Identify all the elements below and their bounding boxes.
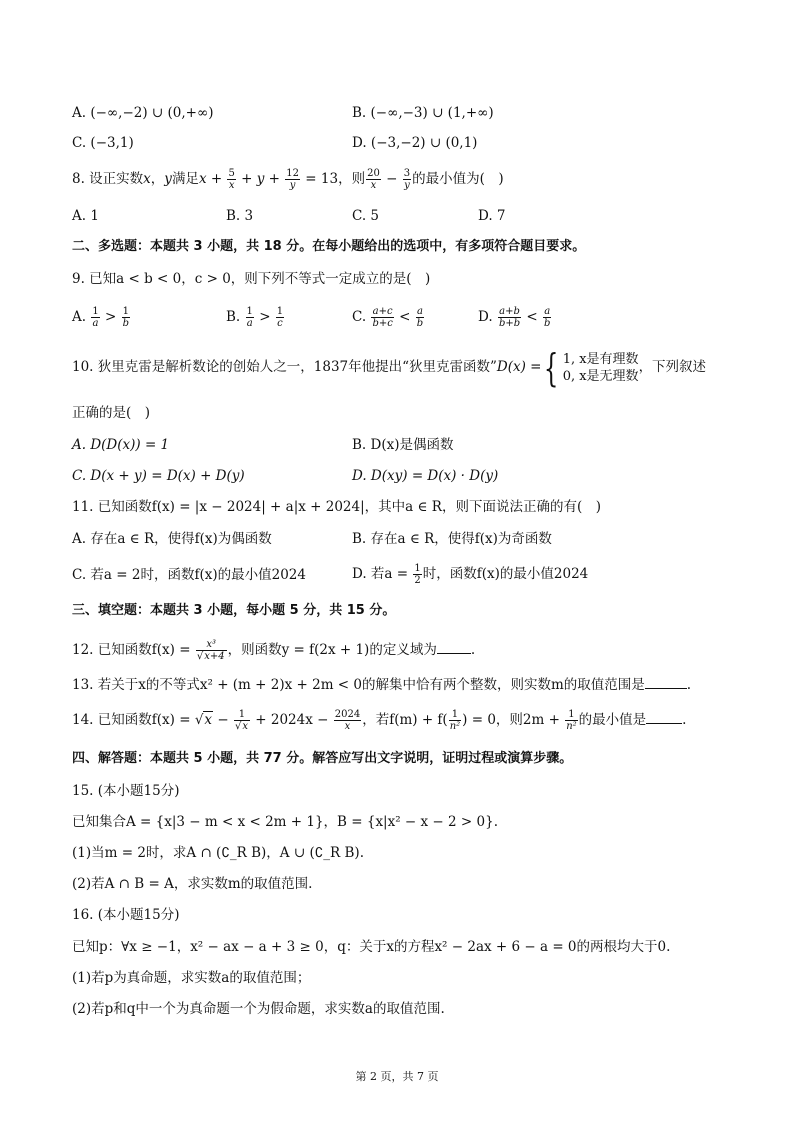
- q10-option-d: D. D(xy) = D(x) · D(y): [352, 468, 499, 484]
- q9-option-d: D. $\frac{a+b}{b+b}$ < $\frac{a}{b}$: [478, 306, 551, 329]
- q9-stem: 9. 已知a < b < 0，c > 0，则下列不等式一定成立的是( ): [72, 271, 431, 287]
- q13-stem: 13. 若关于x的不等式x² + (m + 2)x + 2m < 0的解集中恰有两个整数，则实数m的取值范围是 .: [72, 677, 692, 693]
- q16-line-2: (1)若p为真命题，求实数a的取值范围；: [72, 970, 311, 986]
- q11-stem: 11. 已知函数f(x) = |x − 2024| + a|x + 2024|，其中a ∈ R，则下面说法正确的有( ): [72, 499, 601, 515]
- answer-blank: [437, 641, 471, 654]
- q16-heading: 16. (本小题15分): [72, 907, 180, 923]
- q7-option-a: A. (−∞,−2) ∪ (0,+∞): [72, 105, 214, 121]
- q11-option-b: B. 存在a ∈ R，使得f(x)为奇函数: [352, 531, 552, 547]
- q8-option-c: C. 5: [352, 208, 380, 224]
- q8-option-b: B. 3: [226, 208, 254, 224]
- q15-line-1: 已知集合A = {x|3 − m < x < 2m + 1}，B = {x|x² − x − 2 > 0}.: [72, 814, 498, 830]
- fraction: $\frac{20}{x}$: [367, 168, 380, 191]
- fraction: $\frac{5}{x}$: [228, 168, 235, 191]
- left-brace: {: [543, 345, 558, 390]
- q15-line-3: (2)若A ∩ B = A，求实数m的取值范围.: [72, 876, 313, 892]
- fraction: $\frac{3}{y}$: [403, 168, 411, 191]
- fraction: $\frac{1}{\text{n²}}$: [449, 709, 461, 732]
- fraction: $\frac{1}{\text{n²}}$: [566, 709, 577, 732]
- fraction: $\frac{2024}{x}$: [334, 709, 361, 732]
- q8-stem: 8. 设正实数x，y满足x + $\frac{5}{x}$ + y + $\frac{12}{y}$ = 13，则 $\frac{20}{x}$ − $\frac{3}{y}$ 的最小值为( ): [72, 168, 504, 191]
- q7-option-b: B. (−∞,−3) ∪ (1,+∞): [352, 105, 494, 121]
- q11-option-c: C. 若a = 2时，函数f(x)的最小值2024: [72, 567, 306, 583]
- q9-option-a: A. $\frac{1}{a}$ > $\frac{1}{b}$: [72, 306, 130, 329]
- q16-line-1: 已知p：∀x ≥ −1，x² − ax − a + 3 ≥ 0，q：关于x的方程x² − 2ax + 6 − a = 0的两根均大于0.: [72, 939, 671, 955]
- section-heading-multi-choice: 二、多选题：本题共 3 小题，共 18 分。在每小题给出的选项中，有多项符合题目要求。: [72, 239, 586, 254]
- q16-line-3: (2)若p和q中一个为真命题一个为假命题，求实数a的取值范围.: [72, 1001, 445, 1017]
- q10-stem: 10. 狄里克雷是解析数论的创始人之一，1837年他提出“狄里克雷函数”D(x) ={ 1, x是有理数 0, x是无理数 ，下列叙述: [72, 345, 707, 390]
- q15-heading: 15. (本小题15分): [72, 783, 180, 799]
- q9-option-b: B. $\frac{1}{a}$ > $\frac{1}{c}$: [226, 306, 284, 329]
- section-heading-fill-in: 三、填空题：本题共 3 小题，每小题 5 分，共 15 分。: [72, 603, 396, 618]
- q10-option-a: A. D(D(x)) = 1: [72, 437, 170, 453]
- q11-option-a: A. 存在a ∈ R，使得f(x)为偶函数: [72, 531, 272, 547]
- q12-stem: 12. 已知函数f(x) = $\frac{\text{x³}}{√x+4}$ ，则函数y = f(2x + 1)的定义域为 .: [72, 639, 476, 662]
- q7-option-c: C. (−3,1): [72, 135, 134, 151]
- page-number-footer: 第 2 页，共 7 页: [355, 1070, 439, 1083]
- q8-option-a: A. 1: [72, 208, 99, 224]
- q10-option-c: C. D(x + y) = D(x) + D(y): [72, 468, 245, 484]
- piecewise-cases: 1, x是有理数 0, x是无理数: [562, 351, 639, 384]
- fraction: $\frac{\text{x³}}{√x+4}$: [196, 639, 225, 662]
- fraction: $\frac{1}{√x}$: [234, 709, 248, 732]
- q9-option-c: C. $\frac{a+c}{b+c}$ < $\frac{a}{b}$: [352, 306, 424, 329]
- answer-blank: [646, 711, 682, 724]
- section-heading-answer: 四、解答题：本题共 5 小题，共 77 分。解答应写出文字说明，证明过程或演算步骤。: [72, 751, 573, 766]
- q11-option-d: D. 若a = $\frac{1}{2}$ 时，函数f(x)的最小值2024: [352, 563, 589, 586]
- q10-stem-continued: 正确的是( ): [72, 405, 151, 421]
- q14-stem: 14. 已知函数f(x) = √x − $\frac{1}{√x}$ + 2024x − $\frac{2024}{x}$ ，若f(m) + f( $\frac{1}{\text{n²}}$ ) = 0，则2m + $\frac{1}{\text{n²}}$ 的最小值是 .: [72, 709, 687, 732]
- q8-option-d: D. 7: [478, 208, 506, 224]
- fraction: $\frac{12}{y}$: [286, 168, 299, 191]
- q7-option-d: D. (−3,−2) ∪ (0,1): [352, 135, 478, 151]
- q10-option-b: B. D(x)是偶函数: [352, 437, 454, 453]
- answer-blank: [645, 676, 687, 689]
- q15-line-2: (1)当m = 2时，求A ∩ (∁_R B)，A ∪ (∁_R B).: [72, 845, 364, 861]
